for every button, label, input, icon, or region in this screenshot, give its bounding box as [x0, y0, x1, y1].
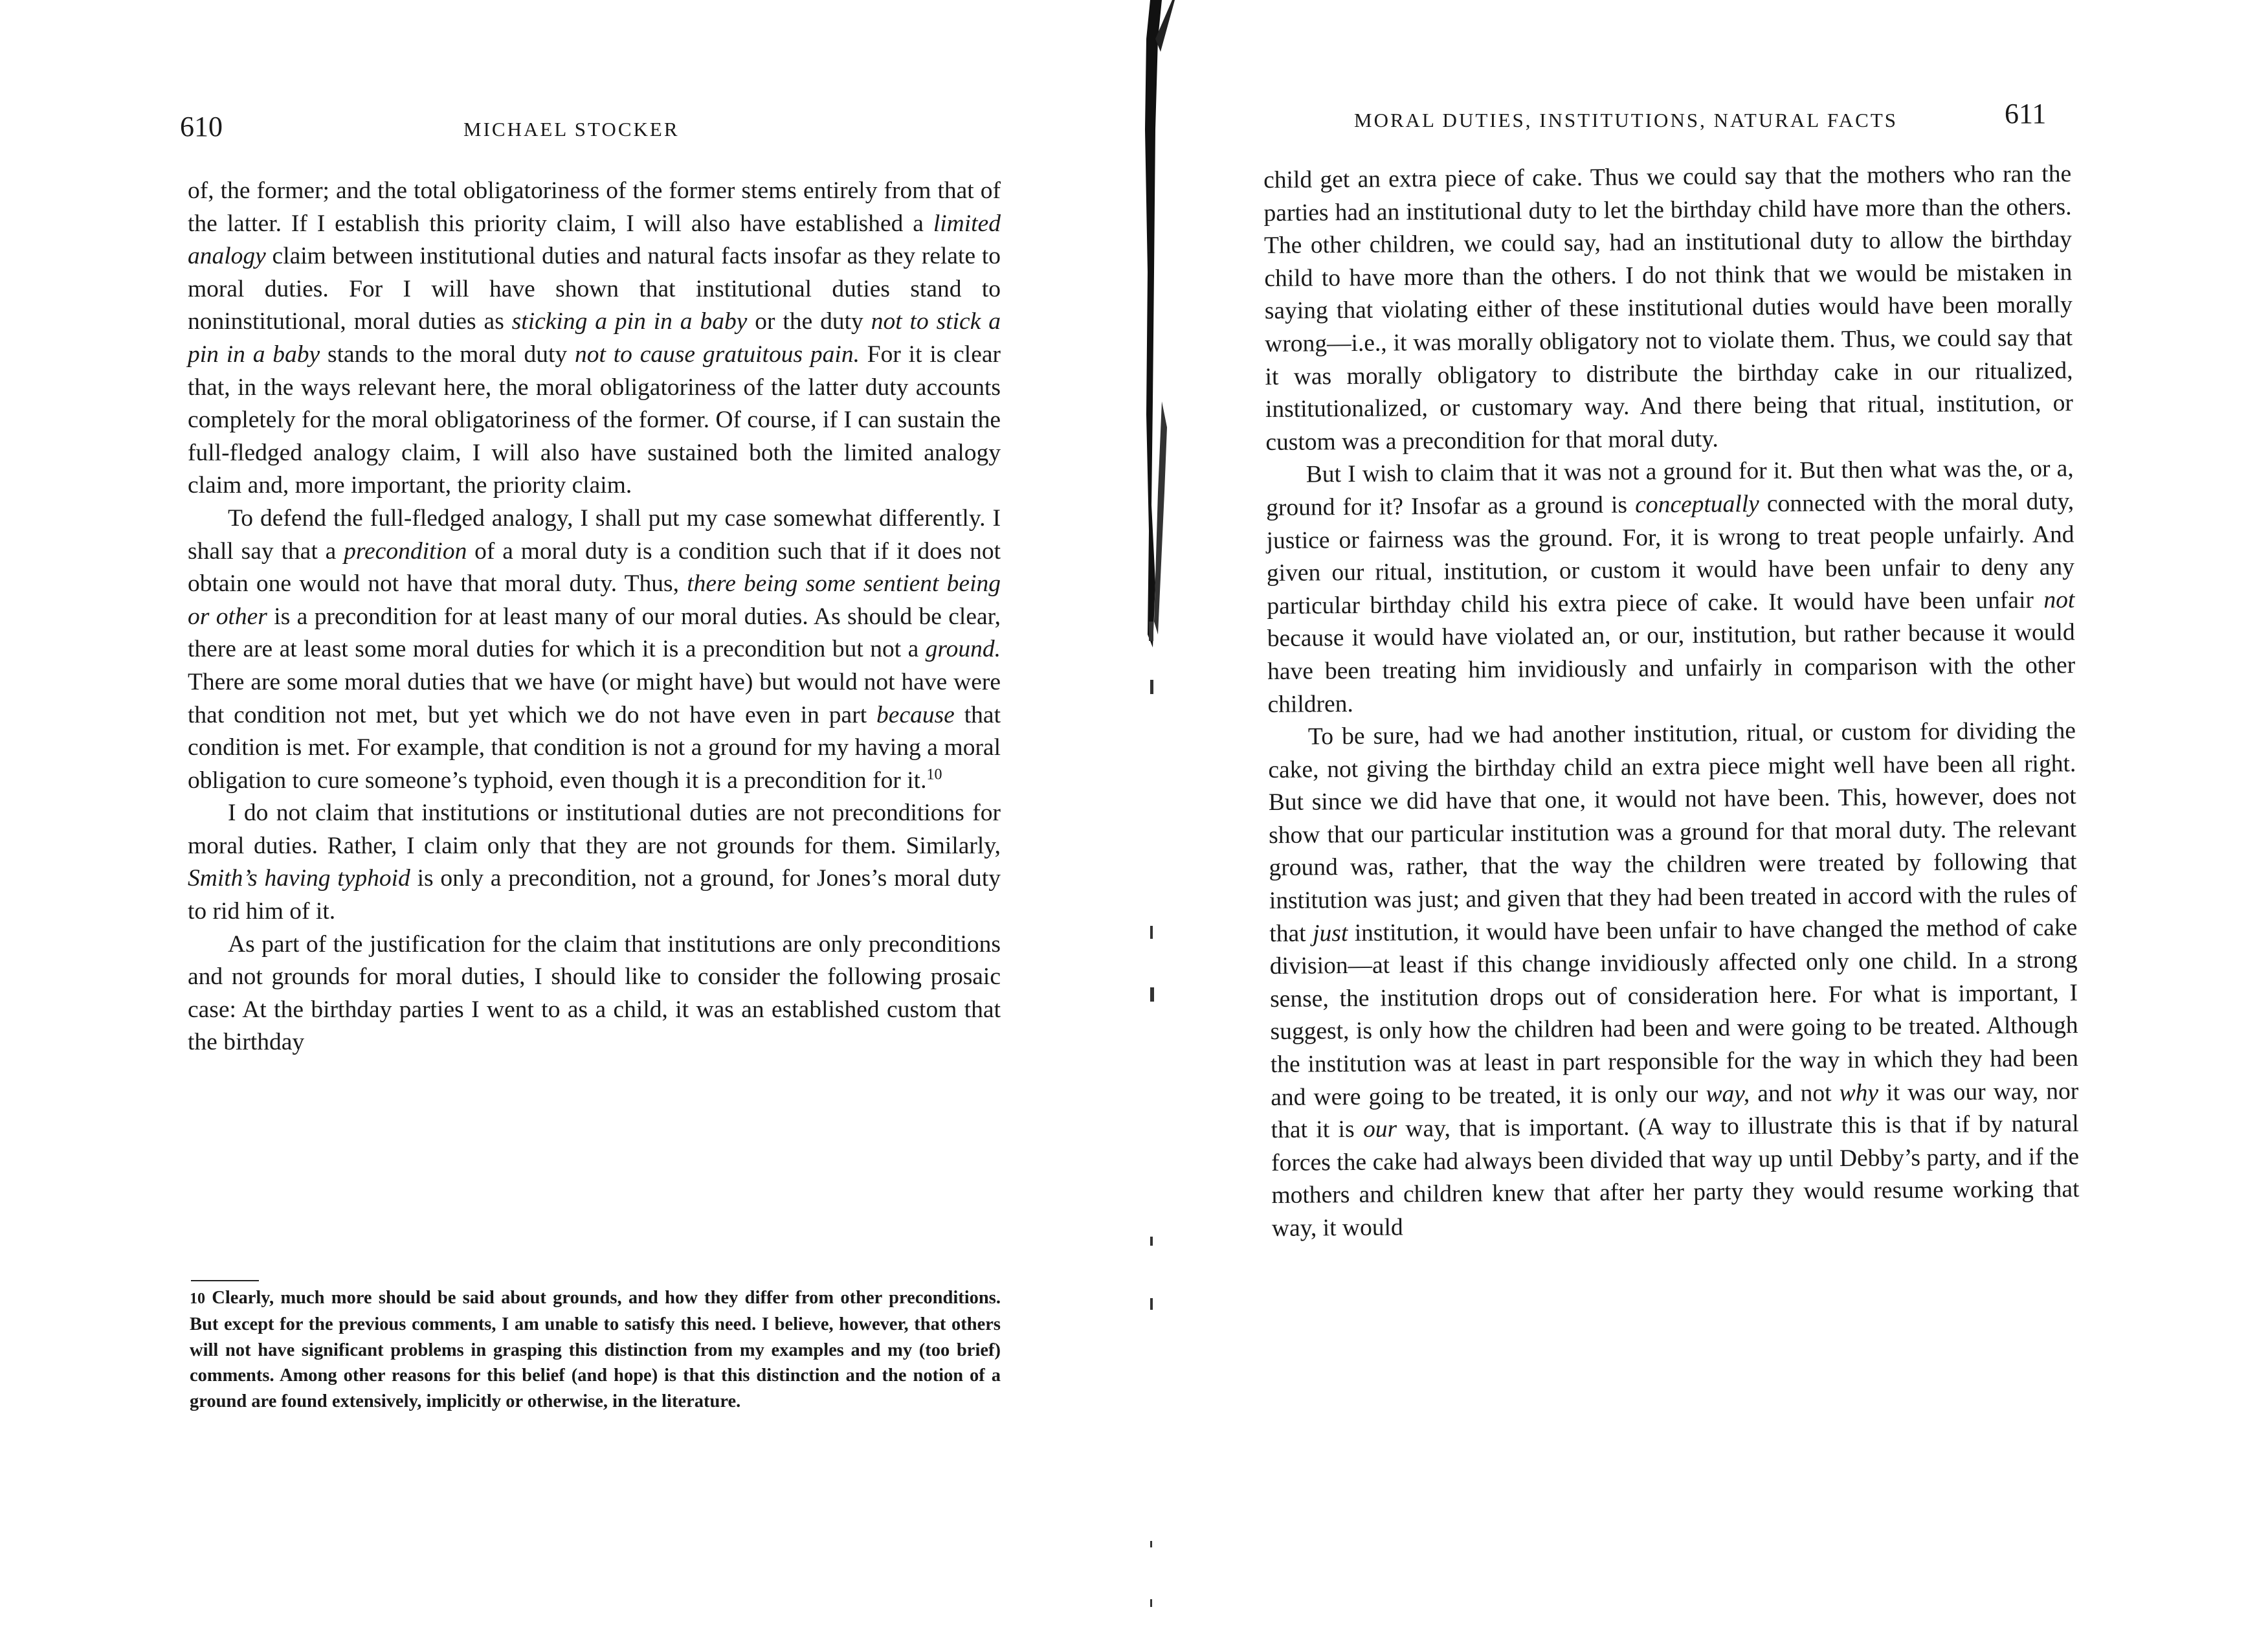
text-run: But I wish to claim that it was not a ground for it. But then what was the, or a, ground for it? Insofar as a ground is	[1266, 455, 2074, 521]
body-text-right	[1263, 158, 2080, 1245]
italic-phrase: because	[876, 701, 955, 728]
text-run: There are some moral duties that we have (or might have) but would not have were that condition not met, but yet which we do not have even in part	[188, 668, 1001, 728]
text-run: claim between institutional duties and natural facts insofar as they relate to moral duties. For I will have shown that institutional duties stand to noninstitutional, moral duties as	[188, 243, 1001, 335]
text-run: child get an extra piece of cake. Thus we could say that the mothers who ran the parties had an institutional duty to let the birthday child have more than the others. The other children, we could say, had an institutional duty to allow the birthday child to have more than the others. I do not think that we would be mistaken in saying that violating either of these institutional duties would have been morally wrong—i.e., it was morally obligatory not to violate them. Thus, we could say that it was morally obligatory to distribute the birthday cake in our ritualized, institutionalized, or customary way. And there being that ritual, institution, or custom was a precondition for that moral duty.	[1263, 161, 2074, 456]
text-run: or the duty	[747, 308, 871, 335]
italic-phrase: not	[2043, 586, 2075, 614]
text-run: To be sure, had we had another institution, ritual, or custom for dividing the cake, not giving the birthday child an extra piece might well have been all right. But since we did have that one, it would not have been. This, however, does not show that our particular institution was a ground for that moral duty. The relevant ground was, rather, that the way the children were treated by following that institution was just; and given that they had been treated in accord with the rules of that	[1268, 717, 2078, 947]
italic-phrase: not to stick a pin in a baby	[188, 308, 1001, 368]
footnote-text: Clearly, much more should be said about grounds, and how they differ from other preconditions. But except for the previous comments, I am unable to satisfy this need. I believe, however, that others will not have significant problems in grasping this distinction from my examples and my (too brief) comments. Among other reasons for this belief (and hope) is that this distinction and the notion of a ground are found extensively, implicitly or otherwise, in the literature.	[190, 1288, 1001, 1411]
text-run: it was our way, nor that it is	[1271, 1077, 2079, 1144]
italic-phrase: limited analogy	[188, 210, 1001, 270]
text-run: institution, it would have been unfair to have changed the method of cake division—at least if this change invidiously affected only one child. In a strong sense, the institution drops out of consideration here. For what is important, I suggest, is only how the children had been and were going to be treated. Although the institution was at least in part responsible for the way in which they had been and were going to be treated, it is only our	[1269, 914, 2079, 1111]
footnote-number: 10	[190, 1290, 205, 1307]
text-run: of, the former; and the total obligatoriness of the former stems entirely from that of the latter. If I establish this priority claim, I will also have established a	[188, 177, 1001, 237]
text-run: For it is clear that, in the ways relevant here, the moral obligatoriness of the latter duty accounts completely for the moral obligatoriness of the former. Of course, if I can sustain the full-fledged analogy claim, I will also have sustained both the limited analogy claim and, more important, the priority claim.	[188, 341, 1001, 499]
italic-phrase: Smith’s having typhoid	[188, 865, 410, 892]
text-run: connected with the moral duty, justice or fairness was the ground. For, it is wrong to treat people unfairly. And given our ritual, institution, or custom it would have been unfair to deny any particular birthday child his extra piece of cake. It would have been unfair	[1266, 488, 2075, 620]
italic-phrase: way,	[1706, 1080, 1750, 1108]
text-run: is only a precondition, not a ground, for Jones’s moral duty to rid him of it.	[188, 865, 1001, 925]
italic-phrase: not to cause gratuitous pain.	[574, 341, 860, 368]
italic-phrase: ground.	[925, 636, 1001, 663]
paragraph	[1263, 158, 2074, 459]
text-run: is a precondition for at least many of our moral duties. As should be clear, there are at least some moral duties for which it is a precondition but not a	[188, 603, 1001, 663]
italic-phrase: precondition	[344, 537, 467, 565]
text-run: and not	[1750, 1079, 1840, 1107]
footnote	[190, 1285, 1001, 1414]
right-page	[1134, 0, 2268, 1651]
italic-phrase: there being some sentient being or other	[188, 570, 1001, 630]
paragraph	[1266, 453, 2076, 722]
paragraph	[188, 175, 1001, 502]
page-number-left: 610	[180, 111, 223, 142]
italic-phrase: sticking a pin in a baby	[511, 308, 748, 335]
footnote-reference: 10	[926, 766, 942, 783]
italic-phrase: why	[1839, 1079, 1879, 1106]
text-run: stands to the moral duty	[320, 341, 575, 368]
text-run: way, that is important. (A way to illustrate this is that if by natural forces the cake had always been divided that way up until Debby’s party, and if the mothers and children knew that after her party they would resume working that way, it would	[1271, 1110, 2080, 1242]
footnote-rule	[191, 1280, 259, 1281]
text-run: I do not claim that institutions or institutional duties are not preconditions for moral duties. Rather, I claim only that they are not grounds for them. Similarly,	[188, 800, 1001, 859]
text-run: because it would have violated an, or our, institution, but rather because it would have been treating him invidiously and unfairly in comparison with the other children.	[1267, 619, 2076, 718]
text-run: of a moral duty is a condition such that if it does not obtain one would not have that moral duty. Thus,	[188, 537, 1001, 598]
paragraph	[188, 797, 1001, 928]
paragraph	[188, 502, 1001, 797]
text-run: that condition is met. For example, that condition is not a ground for my having a moral obligation to cure someone’s typhoid, even though it is a precondition for it.	[188, 701, 1001, 794]
running-head-left: MICHAEL STOCKER	[463, 118, 680, 140]
italic-phrase: just	[1312, 919, 1348, 947]
paragraph	[1268, 715, 2080, 1245]
body-text-left	[188, 175, 1001, 1059]
text-run: As part of the justification for the claim that institutions are only preconditions and not grounds for moral duties, I should like to consider the following prosaic case: At the birthday parties I went to as a child, it was an established custom that the birthday	[188, 930, 1001, 1056]
italic-phrase: our	[1362, 1116, 1397, 1143]
italic-phrase: conceptually	[1635, 490, 1759, 519]
running-head-right: MORAL DUTIES, INSTITUTIONS, NATURAL FACTS	[1354, 109, 1898, 131]
page-number-right: 611	[2005, 98, 2047, 129]
paragraph	[188, 928, 1001, 1059]
text-run: To defend the full-fledged analogy, I shall put my case somewhat differently. I shall say that a	[188, 504, 1001, 565]
